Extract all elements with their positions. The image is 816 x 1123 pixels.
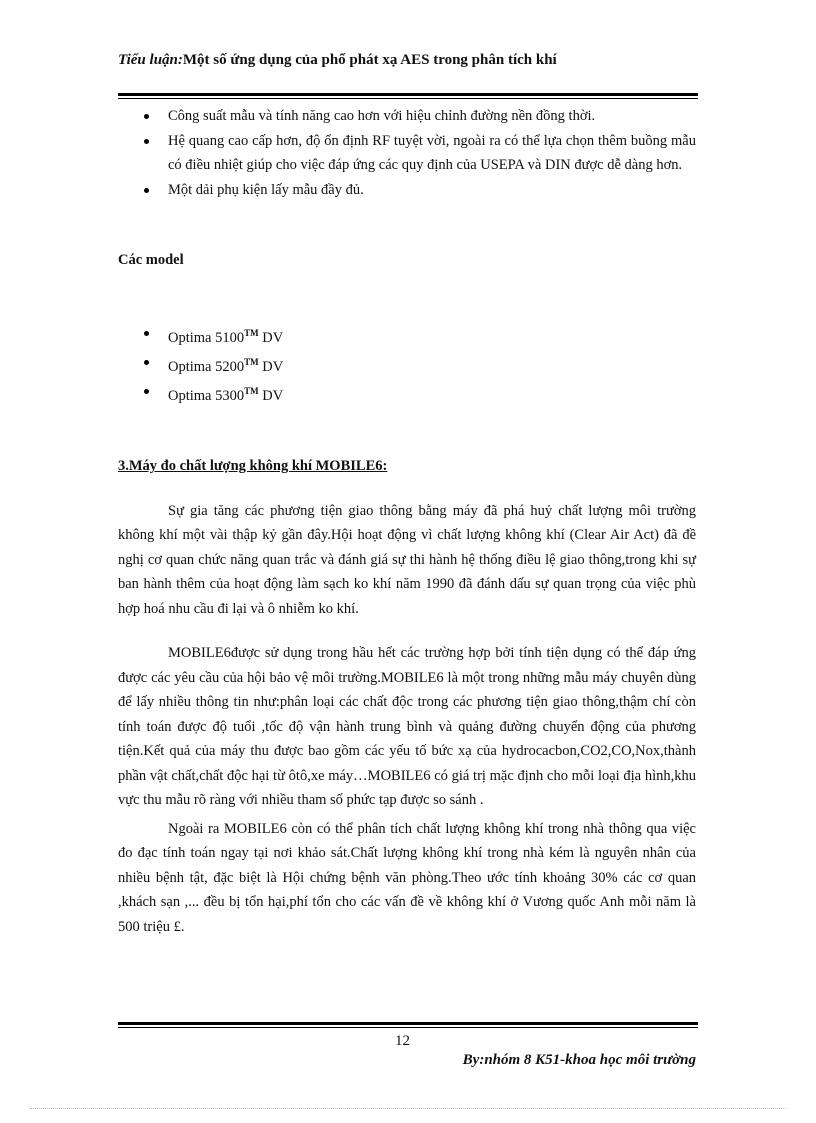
model-list: [118, 321, 696, 409]
document-body: [118, 104, 696, 939]
list-item: Một dải phụ kiện lấy mẫu đầy đủ.: [118, 178, 696, 203]
header-rule-thick: [118, 93, 698, 96]
bullet-icon: [144, 389, 149, 394]
list-item: Optima 5100™ DV: [118, 321, 696, 350]
bullet-icon: [144, 188, 149, 193]
footer-rule-thin: [118, 1027, 698, 1028]
list-item: Optima 5200™ DV: [118, 350, 696, 379]
list-item: Công suất mẫu và tính năng cao hơn với hiệu chỉnh đường nền đồng thời.: [118, 104, 696, 129]
footer-rule-thick: [118, 1022, 698, 1025]
list-item: Optima 5300™ DV: [118, 379, 696, 408]
bullet-icon: [144, 139, 149, 144]
models-label: Các model: [118, 252, 184, 268]
page-number: 12: [395, 1033, 410, 1049]
paragraph: Sự gia tăng các phương tiện giao thông bằng máy đã phá huỷ chất lượng môi trường không khí một vài thập kỷ gần đây.Hội hoạt động vì chất lượng không khí (Clear Air Act) đã đề nghị cơ quan chức năng quan trắc và đánh giá sự thi hành hệ thống điều lệ giao thông,trong khi sự ban hành thêm của hoạt động làm sạch ko khí năm 1990 đã đánh dấu sự quan trọng của việc phù hợp hoá nhu cầu đi lại và ô nhiễm ko khí.: [118, 502, 696, 617]
header-rule-thin: [118, 98, 698, 99]
paragraph: Ngoài ra MOBILE6 còn có thể phân tích chất lượng không khí trong nhà thông qua việc đo đạc tính toán ngay tại nơi khảo sát.Chất lượng không khí trong nhà kém là nguyên nhân của nhiều bệnh tật, đặc biệt là Hội chứng bệnh văn phòng.Theo ước tính khoảng 30% các cơ quan ,khách sạn ,... đều bị tổn hại,phí tổn cho các vấn đề về không khí ở Vương quốc Anh mỗi năm là 500 triệu £.: [118, 820, 696, 935]
section-heading: 3.Máy đo chất lượng không khí MOBILE6:: [118, 458, 388, 475]
page-header: [118, 52, 698, 69]
header-lead: Tiểu luận:: [118, 52, 183, 68]
bullet-icon: [144, 114, 149, 119]
page-edge-divider: [30, 1108, 786, 1109]
bullet-icon: [144, 331, 149, 336]
bullet-icon: [144, 360, 149, 365]
list-item: Hệ quang cao cấp hơn, độ ổn định RF tuyệt vời, ngoài ra có thể lựa chọn thêm buồng mẫu có điều nhiệt giúp cho việc đáp ứng các quy định của USEPA và DIN được dễ dàng hơn.: [118, 129, 696, 178]
feature-list: [118, 104, 696, 202]
page-footer: By:nhóm 8 K51-khoa học môi trường: [462, 1052, 696, 1068]
header-title: Một số ứng dụng của phổ phát xạ AES trong phân tích khí: [182, 52, 557, 68]
paragraph: MOBILE6được sử dụng trong hầu hết các trường hợp bởi tính tiện dụng có thể đáp ứng được các yêu cầu của hội bảo vệ môi trường.MOBILE6 là một trong những mẫu máy chuyên dùng để lấy nhiều thông tin như:phân loại các chất độc trong các phương tiện giao thông,thậm chí còn tính toán được độ tuổi ,tốc độ vận hành trung bình và quảng đường chuyển động của phương tiện.Kết quả của máy thu được bao gồm các yếu tố bức xạ của hydrocacbon,CO2,CO,Nox,thành phần vật chất,chất độc hại từ ôtô,xe máy…MOBILE6 có giá trị mặc định cho mỗi loại địa hình,khu vực thu mẫu rõ ràng với nhiều tham số phức tạp được so sánh .: [118, 645, 696, 809]
